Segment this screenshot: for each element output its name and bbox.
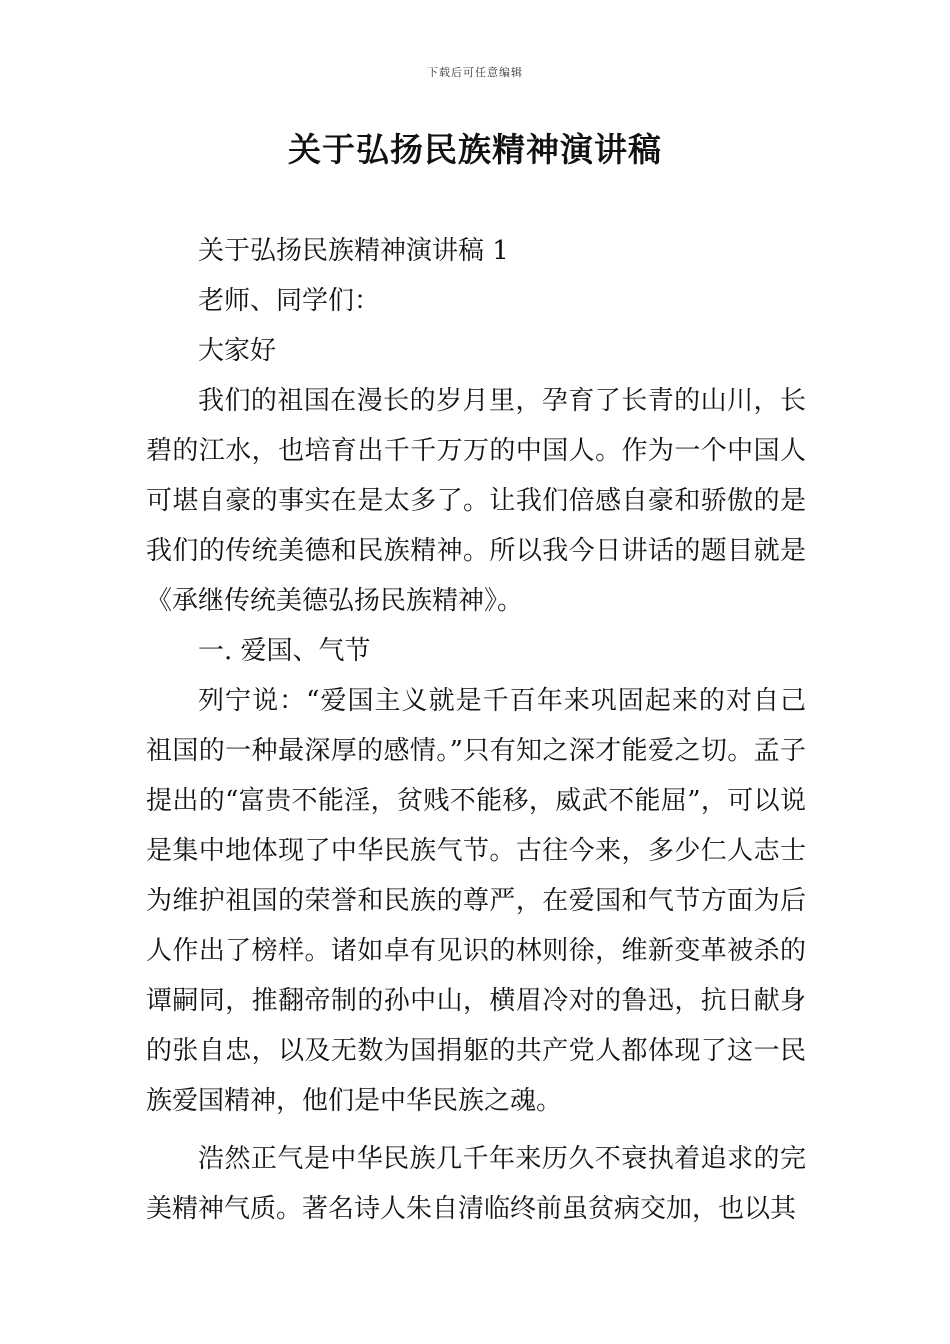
header-note: 下载后可任意编辑 xyxy=(427,66,523,79)
salutation: 老师、同学们： xyxy=(198,286,381,316)
subsection-heading: 一. 爱国、气节 xyxy=(198,636,371,666)
greeting: 大家好 xyxy=(198,336,277,366)
document-body xyxy=(146,226,806,1234)
document-title: 关于弘扬民族精神演讲稿 xyxy=(288,130,662,169)
paragraph-intro: 我们的祖国在漫长的岁月里，孕育了长青的山川，长碧的江水，也培育出千千万万的中国人。作为一个中国人可堪自豪的事实在是太多了。让我们倍感自豪和骄傲的是我们的传统美德和民族精神。所以我今日讲话的题目就是《承继传统美德弘扬民族精神》。 xyxy=(146,386,806,616)
paragraph-righteousness: 浩然正气是中华民族几千年来历久不衰执着追求的完美精神气质。著名诗人朱自清临终前虽贫病交加，也以其 xyxy=(146,1144,806,1224)
paragraph-patriotism: 列宁说：“爱国主义就是千百年来巩固起来的对自己祖国的一种最深厚的感情。”只有知之深才能爱之切。孟子提出的“富贵不能淫，贫贱不能移，威武不能屈”，可以说是集中地体现了中华民族气节。古往今来，多少仁人志士为维护祖国的荣誉和民族的尊严，在爱国和气节方面为后人作出了榜样。诸如卓有见识的林则徐，维新变革被杀的谭嗣同，推翻帝制的孙中山，横眉冷对的鲁迅，抗日献身的张自忠，以及无数为国捐躯的共产党人都体现了这一民族爱国精神，他们是中华民族之魂。 xyxy=(146,686,806,1116)
section-heading: 关于弘扬民族精神演讲稿 1 xyxy=(198,236,509,266)
